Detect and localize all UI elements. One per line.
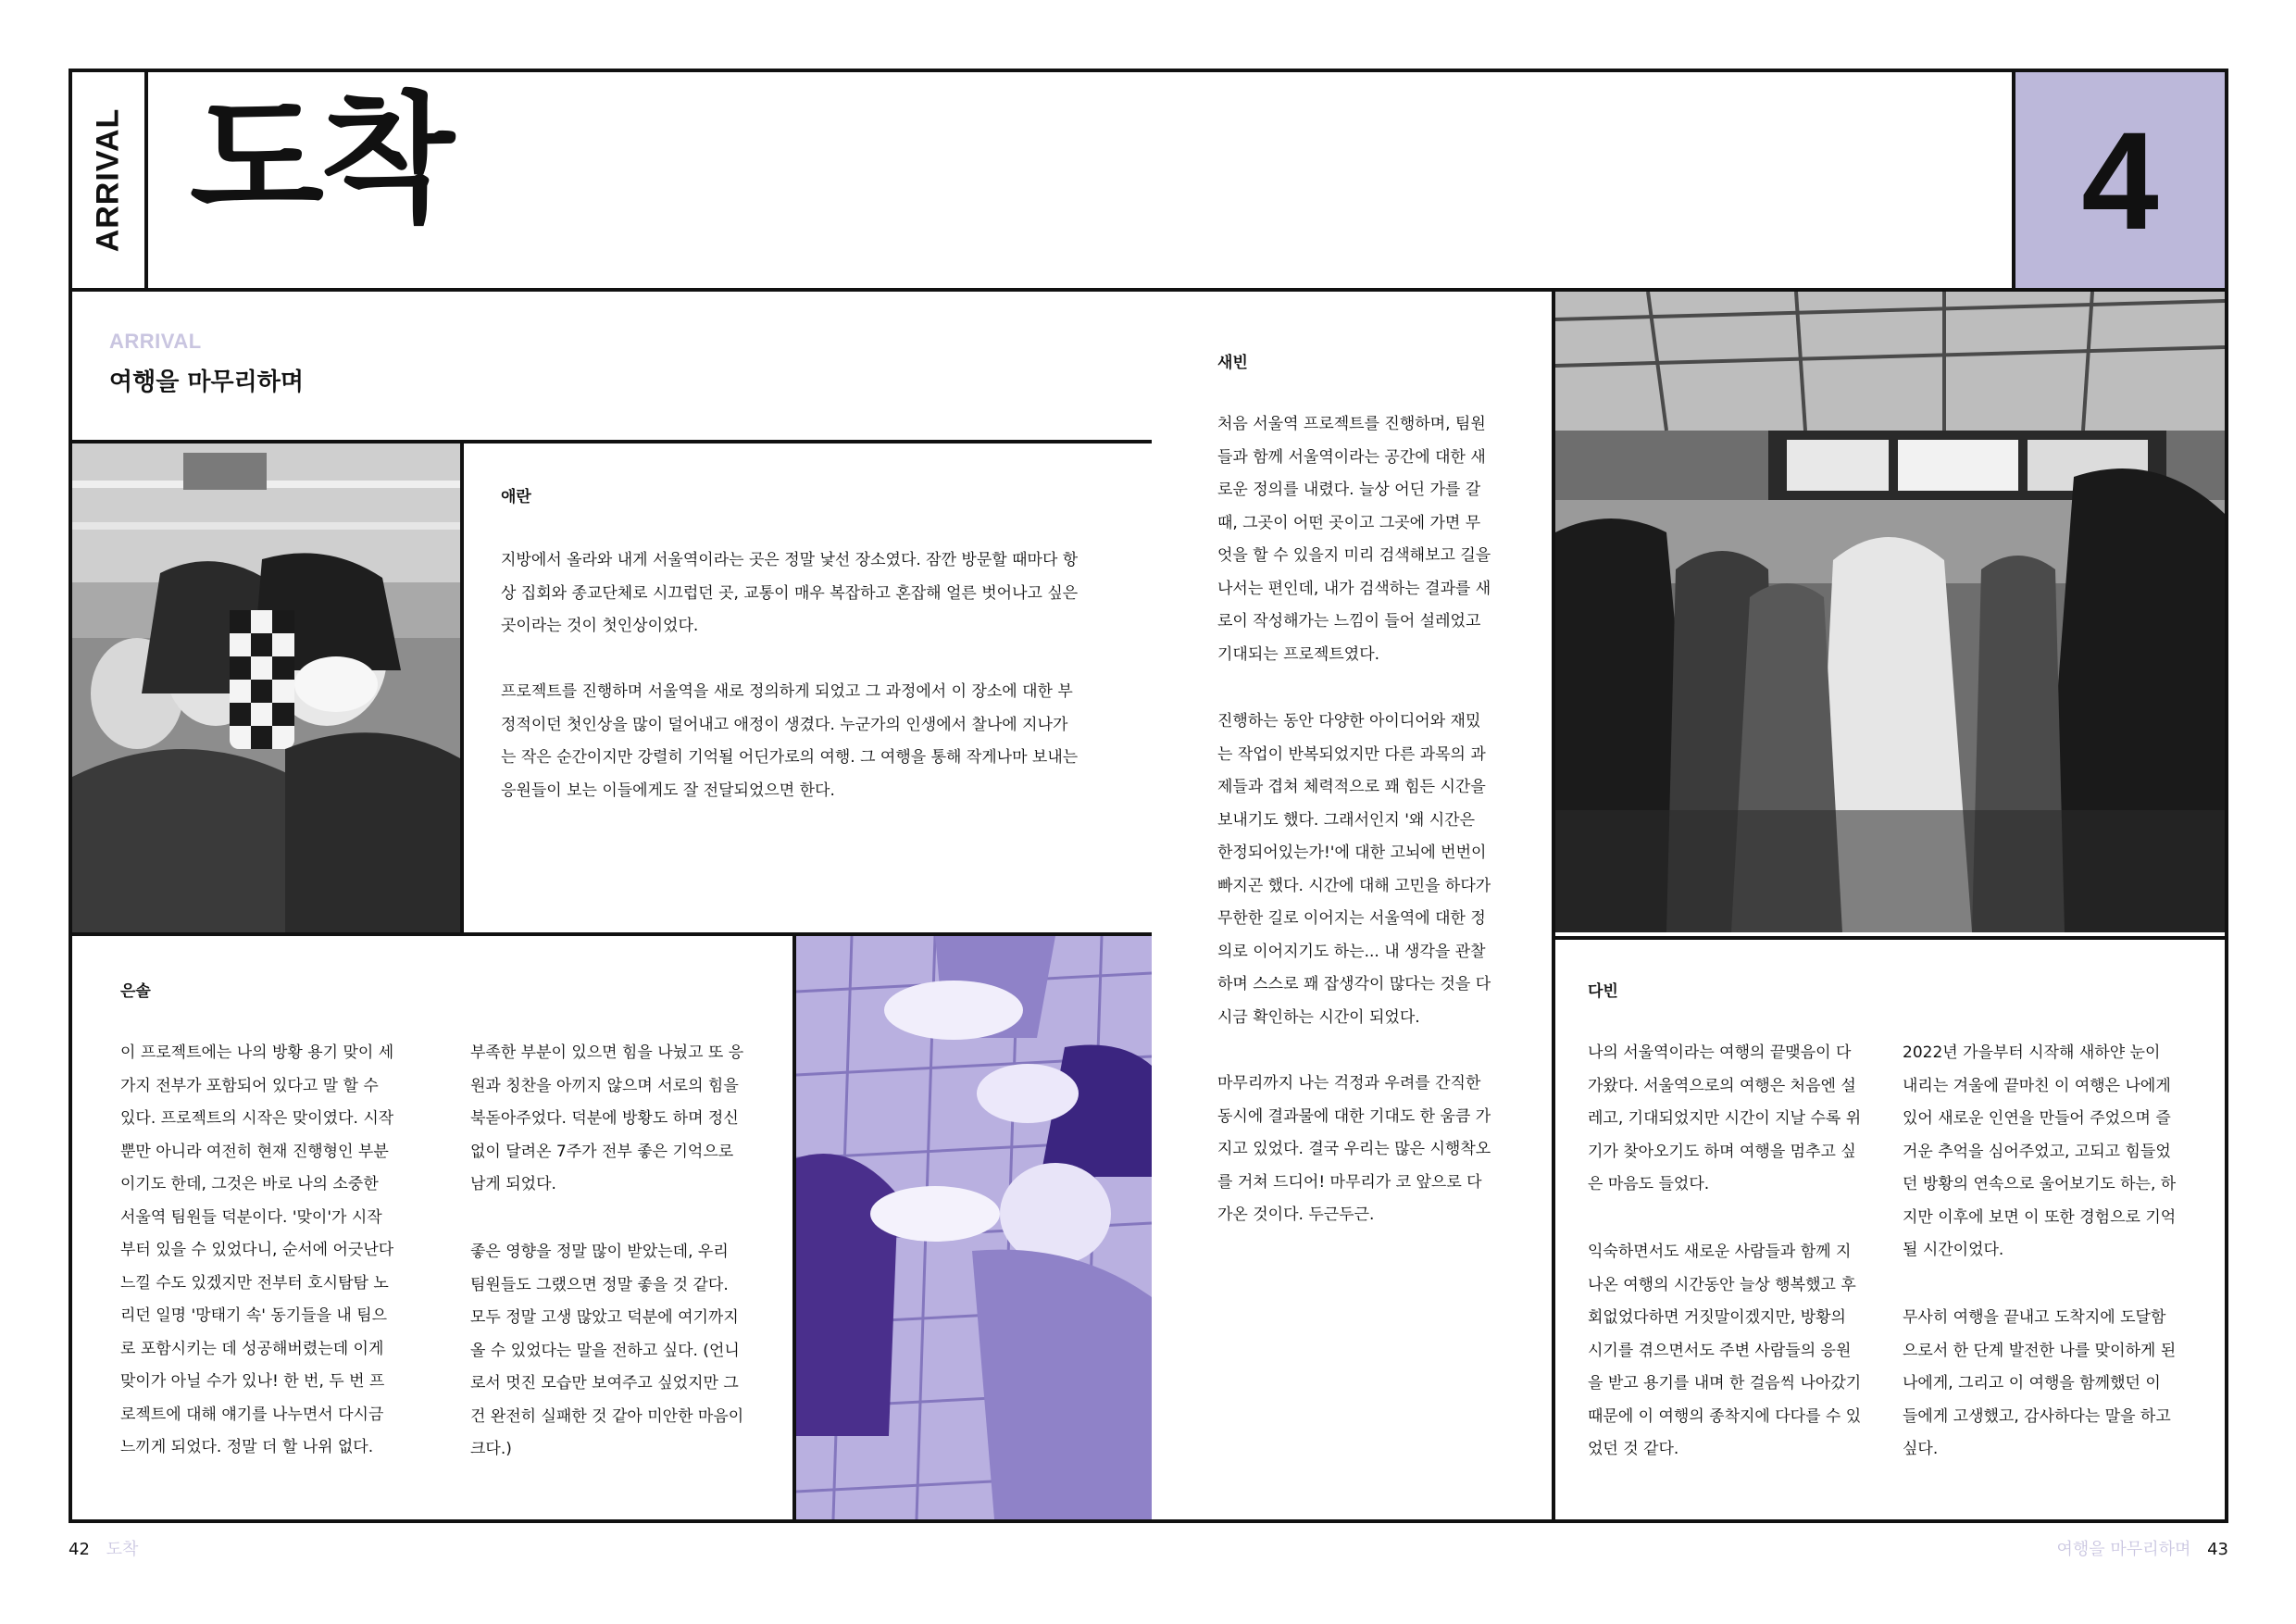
- aeran-paragraph-1: 지방에서 올라와 내게 서울역이라는 곳은 정말 낯선 장소였다. 잠깐 방문할 때마다 항 상 집회와 종교단체로 시끄럽던 곳, 교통이 매우 복잡하고 혼잡해 얼른 벗어나고 싶은 곳이라는 것이 첫인상이었다.: [501, 551, 1079, 635]
- dabin-column-2-paragraph-2: 무사히 여행을 끝내고 도착지에 도달함 으로서 한 단계 발전한 나를 맞이하게 된 나에게, 그리고 이 여행을 함께했던 이 들에게 고생했고, 감사하다는 말을 하고 싶다.: [1903, 1308, 2177, 1458]
- saebin-paragraph-2: 진행하는 동안 다양한 아이디어와 재밌 는 작업이 반복되었지만 다른 과목의 과 제들과 겹쳐 체력적으로 꽤 힘든 시간을 보내기도 했다. 그래서인지 '왜 시간은 한정되어있는가!'에 대한 고뇌에 번번이 빠지곤 했다. 시간에 대해 고민을 하다가 무한한 길로 이어지는 서울역에 대한 정 의로 이어지기도 하는... 내 생각을 관찰 하며 스스로 꽤 잡생각이 많다는 것을 다 시금 확인하는 시간이 되었다.: [1217, 712, 1491, 1027]
- right-row-divider: [1555, 936, 2225, 940]
- shoes-on-tiles-photo: [796, 936, 1152, 1519]
- page-number-left: 42: [69, 1540, 90, 1559]
- dabin-column-1-paragraph-1: 나의 서울역이라는 여행의 끝맺음이 다 가왔다. 서울역으로의 여행은 처음엔 설 레고, 기대되었지만 시간이 지날 수록 위 기가 찾아오기도 하며 여행을 멈추고 싶 은 마음도 들었다.: [1588, 1043, 1862, 1193]
- footer-left: [69, 1536, 138, 1560]
- saebin-name: 새빈: [1217, 354, 1248, 372]
- saebin-paragraph-3: 마무리까지 나는 걱정과 우려를 간직한 동시에 결과물에 대한 기대도 한 움큼 가 지고 있었다. 결국 우리는 많은 시행착오 를 거쳐 드디어! 마무리가 코 앞으로 다 가온 것이다. 두근두근.: [1217, 1074, 1491, 1224]
- saebin-paragraph-1: 처음 서울역 프로젝트를 진행하며, 팀원 들과 함께 서울역이라는 공간에 대한 새 로운 정의를 내렸다. 늘상 어딘 가를 갈 때, 그곳이 어떤 곳이고 그곳에 가면 무 엇을 할 수 있을지 미리 검색해보고 길을 나서는 편인데, 내가 검색하는 결과를 새 로이 작성해가는 느낌이 들어 설레었고 기대되는 프로젝트였다.: [1217, 415, 1491, 664]
- eunsol-column-1: 이 프로젝트에는 나의 방황 용기 맞이 세 가지 전부가 포함되어 있다고 말 할 수 있다. 프로젝트의 시작은 맞이였다. 시작 뿐만 아니라 여전히 현재 진행형인 부분 이기도 한데, 그것은 바로 나의 소중한 서울역 팀원들 덕분이다. '맞이'가 시작 부터 있을 수 있었다니, 순서에 어긋난다 느낄 수도 있겠지만 전부터 호시탐탐 노 리던 일명 '망태기 속' 동기들을 내 팀으 로 포함시키는 데 성공해버렸는데 이게 맞이가 아닐 수가 있나! 한 번, 두 번 프 로젝트에 대해 얘기를 나누면서 다시금 느끼게 되었다. 정말 더 할 나위 없다.: [120, 1043, 394, 1456]
- footer-right: [2057, 1536, 2228, 1560]
- section-kicker: ARRIVAL: [109, 330, 202, 353]
- dabin-name: 다빈: [1588, 982, 1618, 1001]
- eunsol-column-2-paragraph-2: 좋은 영향을 정말 많이 받았는데, 우리 팀원들도 그랬으면 정말 좋을 것 같다. 모두 정말 고생 많았고 덕분에 여기까지 올 수 있었다는 말을 전하고 싶다. (언니 로서 멋진 모습만 보여주고 싶었지만 그 건 완전히 실패한 것 같아 미안한 마음이 크다.): [470, 1243, 744, 1458]
- eunsol-name: 은솔: [120, 982, 151, 1001]
- chapter-number: 4: [2081, 102, 2159, 258]
- footer-left-label: 도착: [106, 1540, 139, 1559]
- page-title: 도착: [190, 80, 451, 241]
- page-number-right: 43: [2207, 1540, 2228, 1559]
- chapter-number-box: [2015, 72, 2225, 288]
- station-crowd-photo: [1555, 292, 2225, 932]
- aeran-name: 애란: [501, 488, 531, 506]
- label-divider: [144, 72, 148, 288]
- dabin-column-1-paragraph-2: 익숙하면서도 새로운 사람들과 함께 지 나온 여행의 시간동안 늘상 행복했고 후 회없었다하면 거짓말이겠지만, 방황의 시기를 겪으면서도 주변 사람들의 응원 을 받고 용기를 내며 한 걸음씩 나아갔기 때문에 이 여행의 종착지에 다다를 수 있 었던 것 같다.: [1588, 1243, 1862, 1458]
- arrival-vertical-label: ARRIVAL: [90, 107, 126, 253]
- eunsol-column-2-paragraph-1: 부족한 부분이 있으면 힘을 나눴고 또 응 원과 칭찬을 아끼지 않으며 서로의 힘을 북돋아주었다. 덕분에 방황도 하며 정신 없이 달려온 7주가 전부 좋은 기억으로 남게 되었다.: [470, 1043, 744, 1193]
- group-selfie-photo: [72, 443, 460, 932]
- dabin-column-2-paragraph-1: 2022년 가을부터 시작해 새하얀 눈이 내리는 겨울에 끝마친 이 여행은 나에게 있어 새로운 인연을 만들어 주었으며 즐 거운 추억을 심어주었고, 고되고 힘들었 던 방황의 연속으로 울어보기도 하는, 하 지만 이후에 보면 이 또한 경험으로 기억 될 시간이었다.: [1903, 1043, 2177, 1259]
- footer-right-label: 여행을 마무리하며: [2056, 1540, 2191, 1559]
- section-subtitle: 여행을 마무리하며: [109, 369, 304, 396]
- photo1-divider: [460, 440, 464, 936]
- aeran-paragraph-2: 프로젝트를 진행하며 서울역을 새로 정의하게 되었고 그 과정에서 이 장소에 대한 부 정적이던 첫인상을 많이 덜어내고 애정이 생겼다. 누군가의 인생에서 찰나에 지나가 는 작은 순간이지만 강렬히 기억될 어딘가로의 여행. 그 여행을 통해 작게나마 보내는 응원들이 보는 이들에게도 잘 전달되었으면 한다.: [501, 682, 1079, 800]
